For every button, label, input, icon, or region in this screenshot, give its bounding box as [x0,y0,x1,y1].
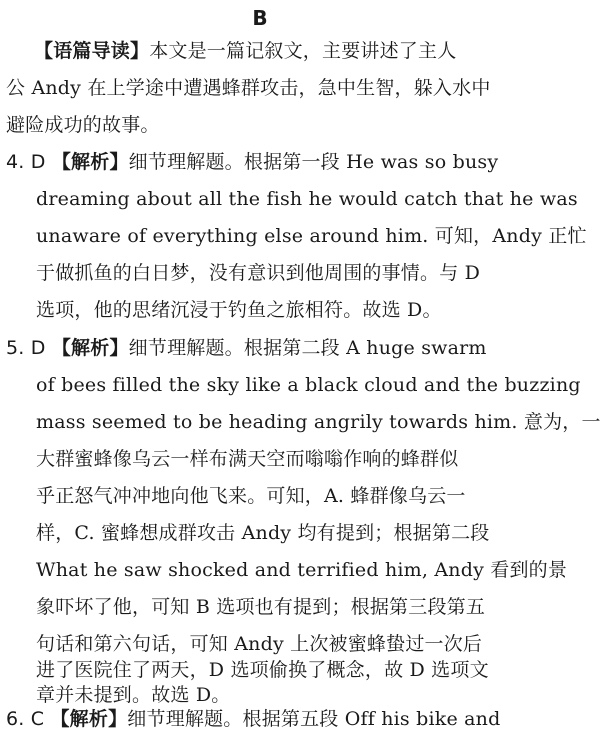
answer-4-number: 4. D [6,151,46,173]
answer-6-tag: 【解析】 [50,708,128,730]
answer-4-line-5: 选项，他的思绪沉浸于钓鱼之旅相符。故选 D。 [36,299,442,321]
answer-4-line-4: 于做抓鱼的白日梦，没有意识到他周围的事情。与 D [36,262,481,284]
answer-6-text-1: 细节理解题。根据第五段 Off his bike and [127,708,501,730]
answer-5-line-7: What he saw shocked and terrified him, Andy 看到的景 [36,559,568,581]
answer-5-line-10: 进了医院住了两天，D 选项偷换了概念，故 D 选项文 [36,659,489,681]
answer-5-line-11: 章并未提到。故选 D。 [36,684,231,706]
answer-4-line-1 [6,148,498,176]
answer-5-tag: 【解析】 [51,337,129,359]
answer-5-line-6: 样，C. 蜜蜂想成群攻击 Andy 均有提到；根据第二段 [36,522,490,544]
section-title: B [252,6,268,30]
answer-6-line-1 [6,705,500,733]
answer-5-text-1: 细节理解题。根据第二段 A huge swarm [128,337,487,359]
answer-5-line-4: 大群蜜蜂像乌云一样布满天空而嗡嗡作响的蜂群似 [36,448,459,470]
intro-text-1: 本文是一篇记叙文，主要讲述了主人 [149,40,457,62]
answer-5-number: 5. D [6,337,46,359]
intro-tag: 【语篇导读】 [34,40,150,62]
answer-4-text-1: 细节理解题。根据第一段 He was so busy [128,151,499,173]
answer-5-line-8: 象吓坏了他，可知 B 选项也有提到；根据第三段第五 [36,596,486,618]
answer-6-number: 6. C [6,708,45,730]
answer-5-line-9: 句话和第六句话，可知 Andy 上次被蜜蜂蛰过一次后 [36,633,483,655]
intro-line-2: 公 Andy 在上学途中遭遇蜂群攻击，急中生智，躲入水中 [6,77,491,99]
answer-5-line-3: mass seemed to be heading angrily towards him. 意为，一 [36,411,601,433]
answer-5-line-2: of bees filled the sky like a black cloud and the buzzing [36,374,581,396]
answer-4-line-3: unaware of everything else around him. 可知，Andy 正忙 [36,225,587,247]
intro-line-3: 避险成功的故事。 [6,114,160,136]
answer-5-line-1 [6,334,487,362]
answer-4-tag: 【解析】 [51,151,129,173]
answer-5-line-5: 乎正怒气冲冲地向他飞来。可知，A. 蜂群像乌云一 [36,485,466,507]
answer-4-line-2: dreaming about all the fish he would catch that he was [36,188,578,210]
intro-line-1 [34,37,456,65]
